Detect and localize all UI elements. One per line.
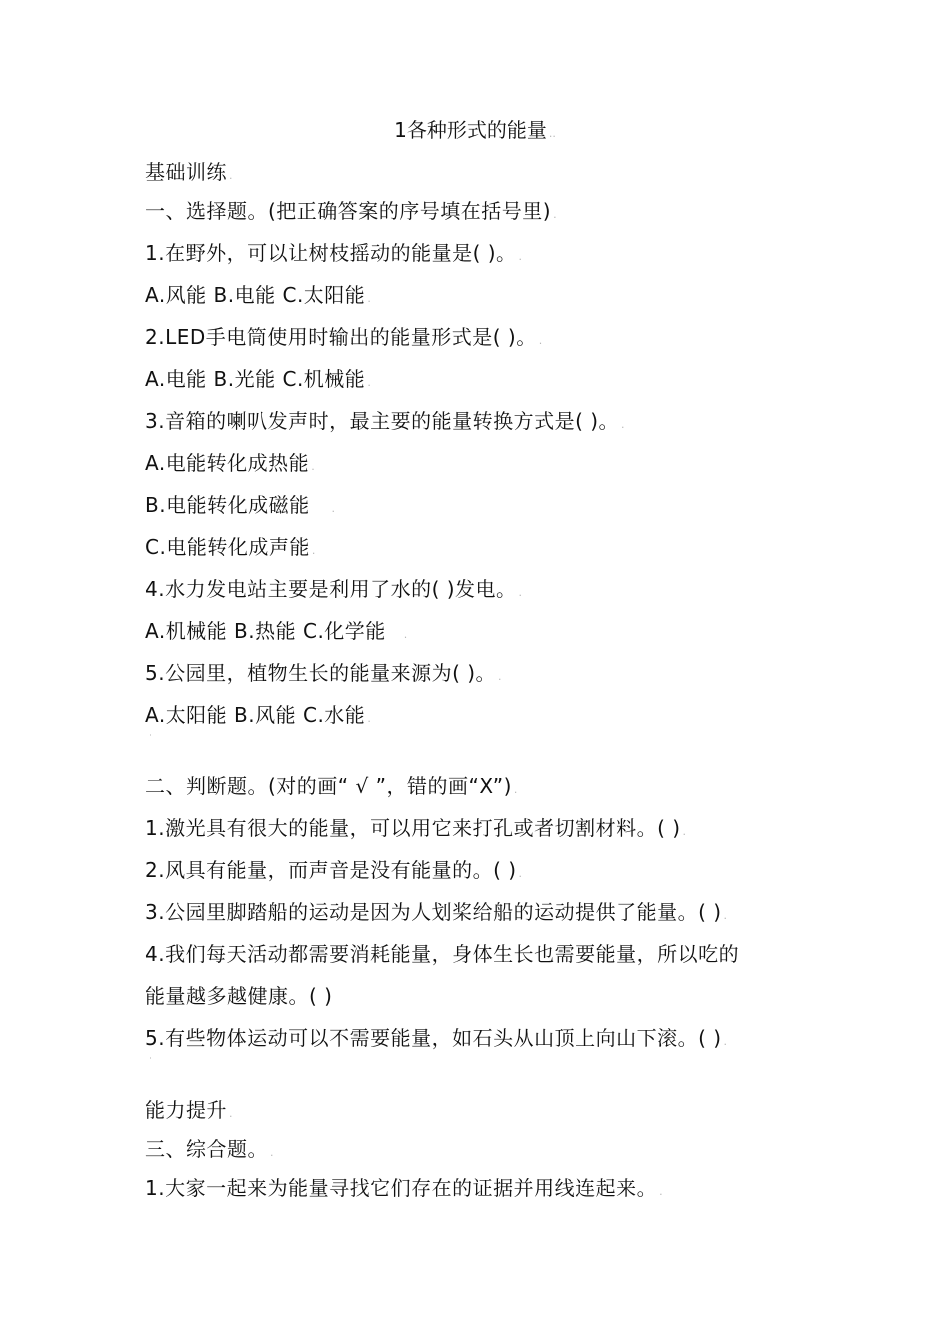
part1-heading: 一、选择题。(把正确答案的序号填在括号里) . — [145, 199, 558, 223]
paragraph-mark: ˙ — [148, 734, 153, 745]
part3-heading: 三、综合题。 . — [145, 1137, 274, 1161]
part1-question-3-option-a: A.电能转化成热能 . — [145, 451, 316, 475]
part1-question-1: 1.在野外，可以让树枝摇动的能量是( )。 . — [145, 241, 523, 265]
section-basic-heading: 基础训练 . — [145, 160, 233, 184]
part2-question-1: 1.激光具有很大的能量，可以用它来打孔或者切割材料。( ) . — [145, 816, 687, 840]
part1-question-3-option-c: C.电能转化成声能 . — [145, 535, 316, 559]
part2-question-4-line-2: 能量越多越健康。( ) — [145, 984, 333, 1008]
page-title: 1各种形式的能量 .. — [394, 118, 556, 142]
part2-question-4-line-1: 4.我们每天活动都需要消耗能量，身体生长也需要能量，所以吃的 — [145, 942, 740, 966]
part2-heading: 二、判断题。(对的画“ √ ”，错的画“X”) . — [145, 774, 518, 798]
part1-question-4: 4.水力发电站主要是利用了水的( )发电。 . — [145, 577, 523, 601]
section-advanced-heading: 能力提升 . — [145, 1098, 233, 1122]
part1-question-4-options: A.机械能 B.热能 C.化学能 . — [145, 619, 408, 643]
part3-question-1: 1.大家一起来为能量寻找它们存在的证据并用线连起来。 . — [145, 1176, 664, 1200]
part1-question-3: 3.音箱的喇叭发声时，最主要的能量转换方式是( )。 . — [145, 409, 626, 433]
part2-question-3: 3.公园里脚踏船的运动是因为人划桨给船的运动提供了能量。( ) . — [145, 900, 728, 924]
part1-question-1-options: A.风能 B.电能 C.太阳能 . — [145, 283, 372, 307]
part1-question-5: 5.公园里，植物生长的能量来源为( )。 . — [145, 661, 503, 685]
paragraph-mark: ˙ — [148, 1057, 153, 1068]
part2-question-5: 5.有些物体运动可以不需要能量，如石头从山顶上向山下滚。( ) . — [145, 1026, 728, 1050]
part1-question-5-options: A.太阳能 B.风能 C.水能 . — [145, 703, 372, 727]
part2-question-2: 2.风具有能量，而声音是没有能量的。( ) . — [145, 858, 523, 882]
part1-question-2: 2.LED手电筒使用时输出的能量形式是( )。 . — [145, 325, 543, 349]
part1-question-2-options: A.电能 B.光能 C.机械能 . — [145, 367, 372, 391]
part1-question-3-option-b: B.电能转化成磁能 . — [145, 493, 336, 517]
